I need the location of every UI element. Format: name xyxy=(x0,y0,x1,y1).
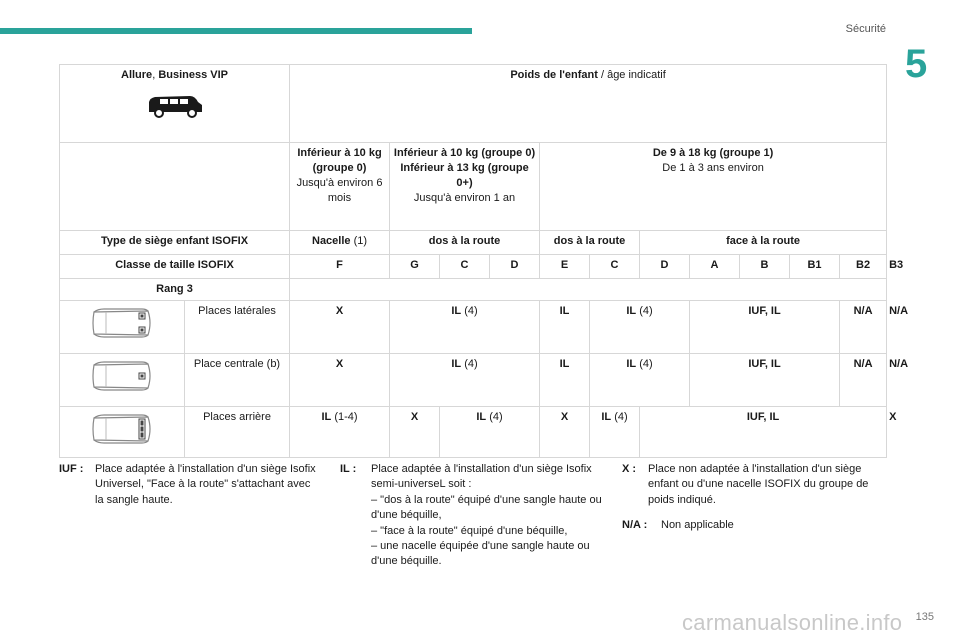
minivan-icon xyxy=(146,93,204,119)
legend-il xyxy=(340,462,602,577)
isofix-table: Allure, Business VIP Poids de l'enfant / âge indicatif Inférieur à 10 kg (groupe 0) Jusqu'à environ 6 mois Inférieur à 10 kg (groupe 0) Inférieur à 13 kg (groupe 0+) Jusqu'à environ 1 an De 9 à 18 kg (groupe 1) De 1 à 3 ans environ Type de siège enfant ISOFIX Nacelle (1) dos à la route dos à la route face à la route Classe de taille ISOFIX F G C D E C D A B B1 B2 B3 Rang 3 Places latérales X IL (4) IL IL (4) IUF, IL N/A N/A Place centrale (b) X IL (4) IL IL (4) IUF, IL N/A N/A Places arrière IL (1-4) X IL (4) X IL (4) IUF, IL X xyxy=(59,64,887,458)
van-top-view-side-seats-icon xyxy=(88,304,156,342)
table-row: Places latérales X IL (4) IL IL (4) IUF, IL N/A N/A xyxy=(60,301,887,354)
watermark-text: carmanualsonline.info xyxy=(682,610,903,635)
legend-iuf xyxy=(59,462,319,512)
legend-list-item: – "face à la route" équipé d'une béquille, xyxy=(371,524,568,537)
size-class-label: Classe de taille ISOFIX xyxy=(60,255,290,279)
legend-x xyxy=(622,462,887,514)
type-forward-facing: face à la route xyxy=(640,231,887,255)
seat-diagram-cell xyxy=(60,354,185,407)
size-class-cell: D xyxy=(490,255,540,279)
type-rear-facing-2: dos à la route xyxy=(540,231,640,255)
seat-position-label: Place centrale (b) xyxy=(185,354,290,407)
legend-list-item: – "dos à la route" équipé d'une sangle haute ou d'une béquille, xyxy=(371,493,602,522)
size-class-cell: F xyxy=(290,255,390,279)
size-class-cell: D xyxy=(640,255,690,279)
legend-text: Place adaptée à l'installation d'un siège Isofix Universel, "Face à la route" s'attachant avec la sangle haute. xyxy=(95,463,316,506)
legend-list-item: – une nacelle équipée d'une sangle haute ou d'une béquille. xyxy=(371,539,590,568)
legend-key: IUF : xyxy=(59,463,84,475)
type-rear-facing-1: dos à la route xyxy=(390,231,540,255)
size-class-cell: G xyxy=(390,255,440,279)
table-row: Place centrale (b) X IL (4) IL IL (4) IUF, IL N/A N/A xyxy=(60,354,887,407)
seat-type-label: Type de siège enfant ISOFIX xyxy=(60,231,290,255)
header-accent-bar xyxy=(0,28,472,34)
chapter-number: 5 xyxy=(905,42,928,86)
weight-header-cell: Poids de l'enfant / âge indicatif xyxy=(290,65,887,143)
size-class-cell: C xyxy=(590,255,640,279)
legend-key: N/A : xyxy=(622,519,648,531)
seat-diagram-cell xyxy=(60,407,185,458)
size-class-cell: B xyxy=(740,255,790,279)
vehicle-header-cell: Allure, Business VIP xyxy=(60,65,290,143)
vehicle-trim-1: Allure xyxy=(121,69,153,81)
vehicle-trim-2: Business VIP xyxy=(158,69,229,81)
van-top-view-rear-bench-icon xyxy=(88,410,156,448)
legend-text: Non applicable xyxy=(661,519,734,531)
row-3-label: Rang 3 xyxy=(60,279,290,301)
size-class-cell: A xyxy=(690,255,740,279)
table-row: Places arrière IL (1-4) X IL (4) X IL (4) IUF, IL X xyxy=(60,407,887,458)
section-title: Sécurité xyxy=(845,23,886,35)
group0plus-cell: Inférieur à 10 kg (groupe 0) Inférieur à 13 kg (groupe 0+) Jusqu'à environ 1 an xyxy=(390,143,540,231)
legend-na xyxy=(622,518,887,536)
page-number: 135 xyxy=(915,611,934,623)
seat-diagram-cell xyxy=(60,301,185,354)
size-class-cell: B1 xyxy=(790,255,840,279)
seat-position-label: Places arrière xyxy=(185,407,290,458)
type-nacelle: Nacelle (1) xyxy=(290,231,390,255)
group1-cell: De 9 à 18 kg (groupe 1) De 1 à 3 ans environ xyxy=(540,143,887,231)
van-top-view-center-seat-icon xyxy=(88,357,156,395)
size-class-cell: B2 xyxy=(840,255,887,279)
group0-cell: Inférieur à 10 kg (groupe 0) Jusqu'à environ 6 mois xyxy=(290,143,390,231)
legend-text: Place non adaptée à l'installation d'un siège enfant ou d'une nacelle ISOFIX du groupe de poids indiqué. xyxy=(648,463,869,506)
seat-position-label: Places latérales xyxy=(185,301,290,354)
legend-key: X : xyxy=(622,463,637,475)
size-class-cell: C xyxy=(440,255,490,279)
size-class-cell: E xyxy=(540,255,590,279)
legend-text: Place adaptée à l'installation d'un siège Isofix semi-universeL soit : xyxy=(371,463,592,491)
legend-key: IL : xyxy=(340,463,357,475)
